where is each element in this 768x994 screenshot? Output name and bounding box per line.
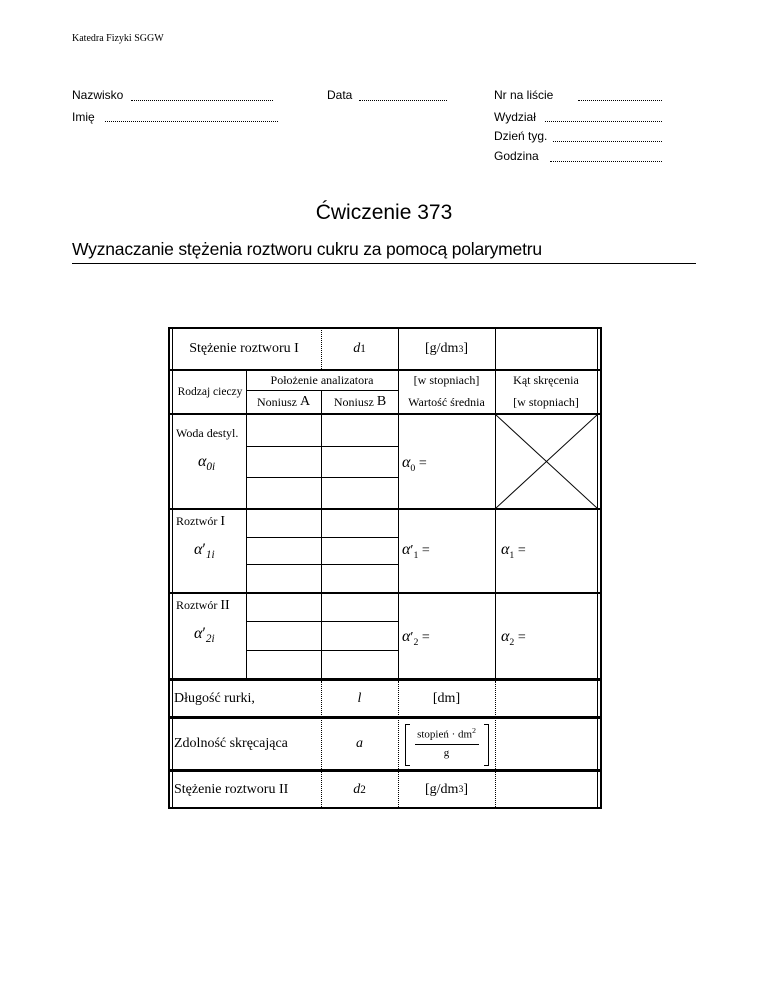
rotation-angle-header: Kąt skręcenia bbox=[513, 373, 579, 387]
alpha-0-mean: $\alpha_0$ = bbox=[402, 454, 427, 474]
alpha-1i-symbol: $\alpha'_{1i}$ bbox=[194, 541, 215, 562]
measurement-table bbox=[168, 327, 602, 809]
vernier-a-header: Noniusz A bbox=[256, 394, 311, 409]
faculty-field[interactable] bbox=[545, 121, 662, 122]
surname-field[interactable] bbox=[131, 100, 273, 101]
alpha-2i-symbol: $\alpha'_{2i}$ bbox=[194, 625, 215, 646]
alpha-0i-symbol: $\alpha_{0i}$ bbox=[198, 453, 216, 474]
conc2-unit: [g/dm 3 ] bbox=[424, 781, 469, 797]
exercise-subtitle: Wyznaczanie stężenia roztworu cukru za pomocą polarymetru bbox=[72, 239, 542, 259]
conc2-label: Stężenie roztworu II bbox=[174, 781, 289, 797]
rotatory-power-unit: stopień · $dm^2$ g bbox=[398, 719, 495, 769]
solution-1-label: Roztwór I bbox=[176, 514, 225, 529]
conc1-unit: [g/dm 3 ] bbox=[424, 341, 469, 356]
degrees-unit-header-2: [w stopniach] bbox=[513, 394, 579, 409]
first-name-field[interactable] bbox=[105, 121, 278, 122]
analyzer-position-header: Położenie analizatora bbox=[270, 373, 374, 387]
rotatory-power-symbol: a bbox=[356, 736, 363, 751]
water-label: Woda destyl. bbox=[176, 426, 239, 440]
weekday-field[interactable] bbox=[553, 141, 662, 142]
tube-length-unit: [dm] bbox=[432, 690, 461, 706]
mean-value-header: Wartość średnia bbox=[408, 394, 485, 409]
tube-length-symbol: l bbox=[357, 690, 362, 706]
weekday-label: Dzień tyg. bbox=[494, 129, 548, 143]
conc1-label: Stężenie roztworu I bbox=[189, 341, 299, 356]
conc1-symbol: d 1 bbox=[353, 341, 366, 356]
list-number-field[interactable] bbox=[578, 100, 662, 101]
date-field[interactable] bbox=[359, 100, 447, 101]
not-applicable-cross bbox=[496, 415, 597, 508]
conc2-value-cell[interactable] bbox=[495, 772, 597, 807]
rotatory-power-label: Zdolność skręcająca bbox=[174, 736, 288, 751]
rotatory-power-value-cell[interactable] bbox=[495, 719, 597, 769]
vernier-b-header: Noniusz B bbox=[333, 394, 387, 409]
exercise-title: Ćwiczenie 373 bbox=[315, 201, 453, 224]
hour-field[interactable] bbox=[550, 161, 662, 162]
subtitle-rule bbox=[72, 263, 696, 264]
faculty-label: Wydział bbox=[494, 110, 536, 124]
conc2-symbol: d 2 bbox=[353, 781, 366, 797]
institution-header: Katedra Fizyki SGGW bbox=[72, 33, 164, 44]
water-reading-b-1[interactable] bbox=[322, 415, 398, 446]
list-number-label: Nr na liście bbox=[494, 88, 554, 102]
conc1-value-cell[interactable] bbox=[495, 329, 597, 369]
alpha-1-prime-mean: $\alpha'_1$ = bbox=[402, 541, 430, 561]
degrees-unit-header: [w stopniach] bbox=[413, 373, 480, 387]
alpha-2-result: $\alpha_2$ = bbox=[501, 628, 526, 648]
hour-label: Godzina bbox=[494, 149, 539, 163]
alpha-1-result: $\alpha_1$ = bbox=[501, 541, 526, 561]
tube-length-value-cell[interactable] bbox=[495, 681, 597, 716]
alpha-2-prime-mean: $\alpha'_2$ = bbox=[402, 628, 430, 648]
liquid-type-header: Rodzaj cieczy bbox=[177, 385, 243, 398]
water-mean-cell[interactable] bbox=[399, 415, 495, 508]
first-name-label: Imię bbox=[72, 110, 95, 124]
solution-2-label: Roztwór II bbox=[176, 598, 230, 613]
tube-length-label: Długość rurki, bbox=[174, 690, 255, 706]
water-reading-a-1[interactable] bbox=[247, 415, 321, 446]
surname-label: Nazwisko bbox=[72, 88, 124, 102]
date-label: Data bbox=[327, 88, 353, 102]
